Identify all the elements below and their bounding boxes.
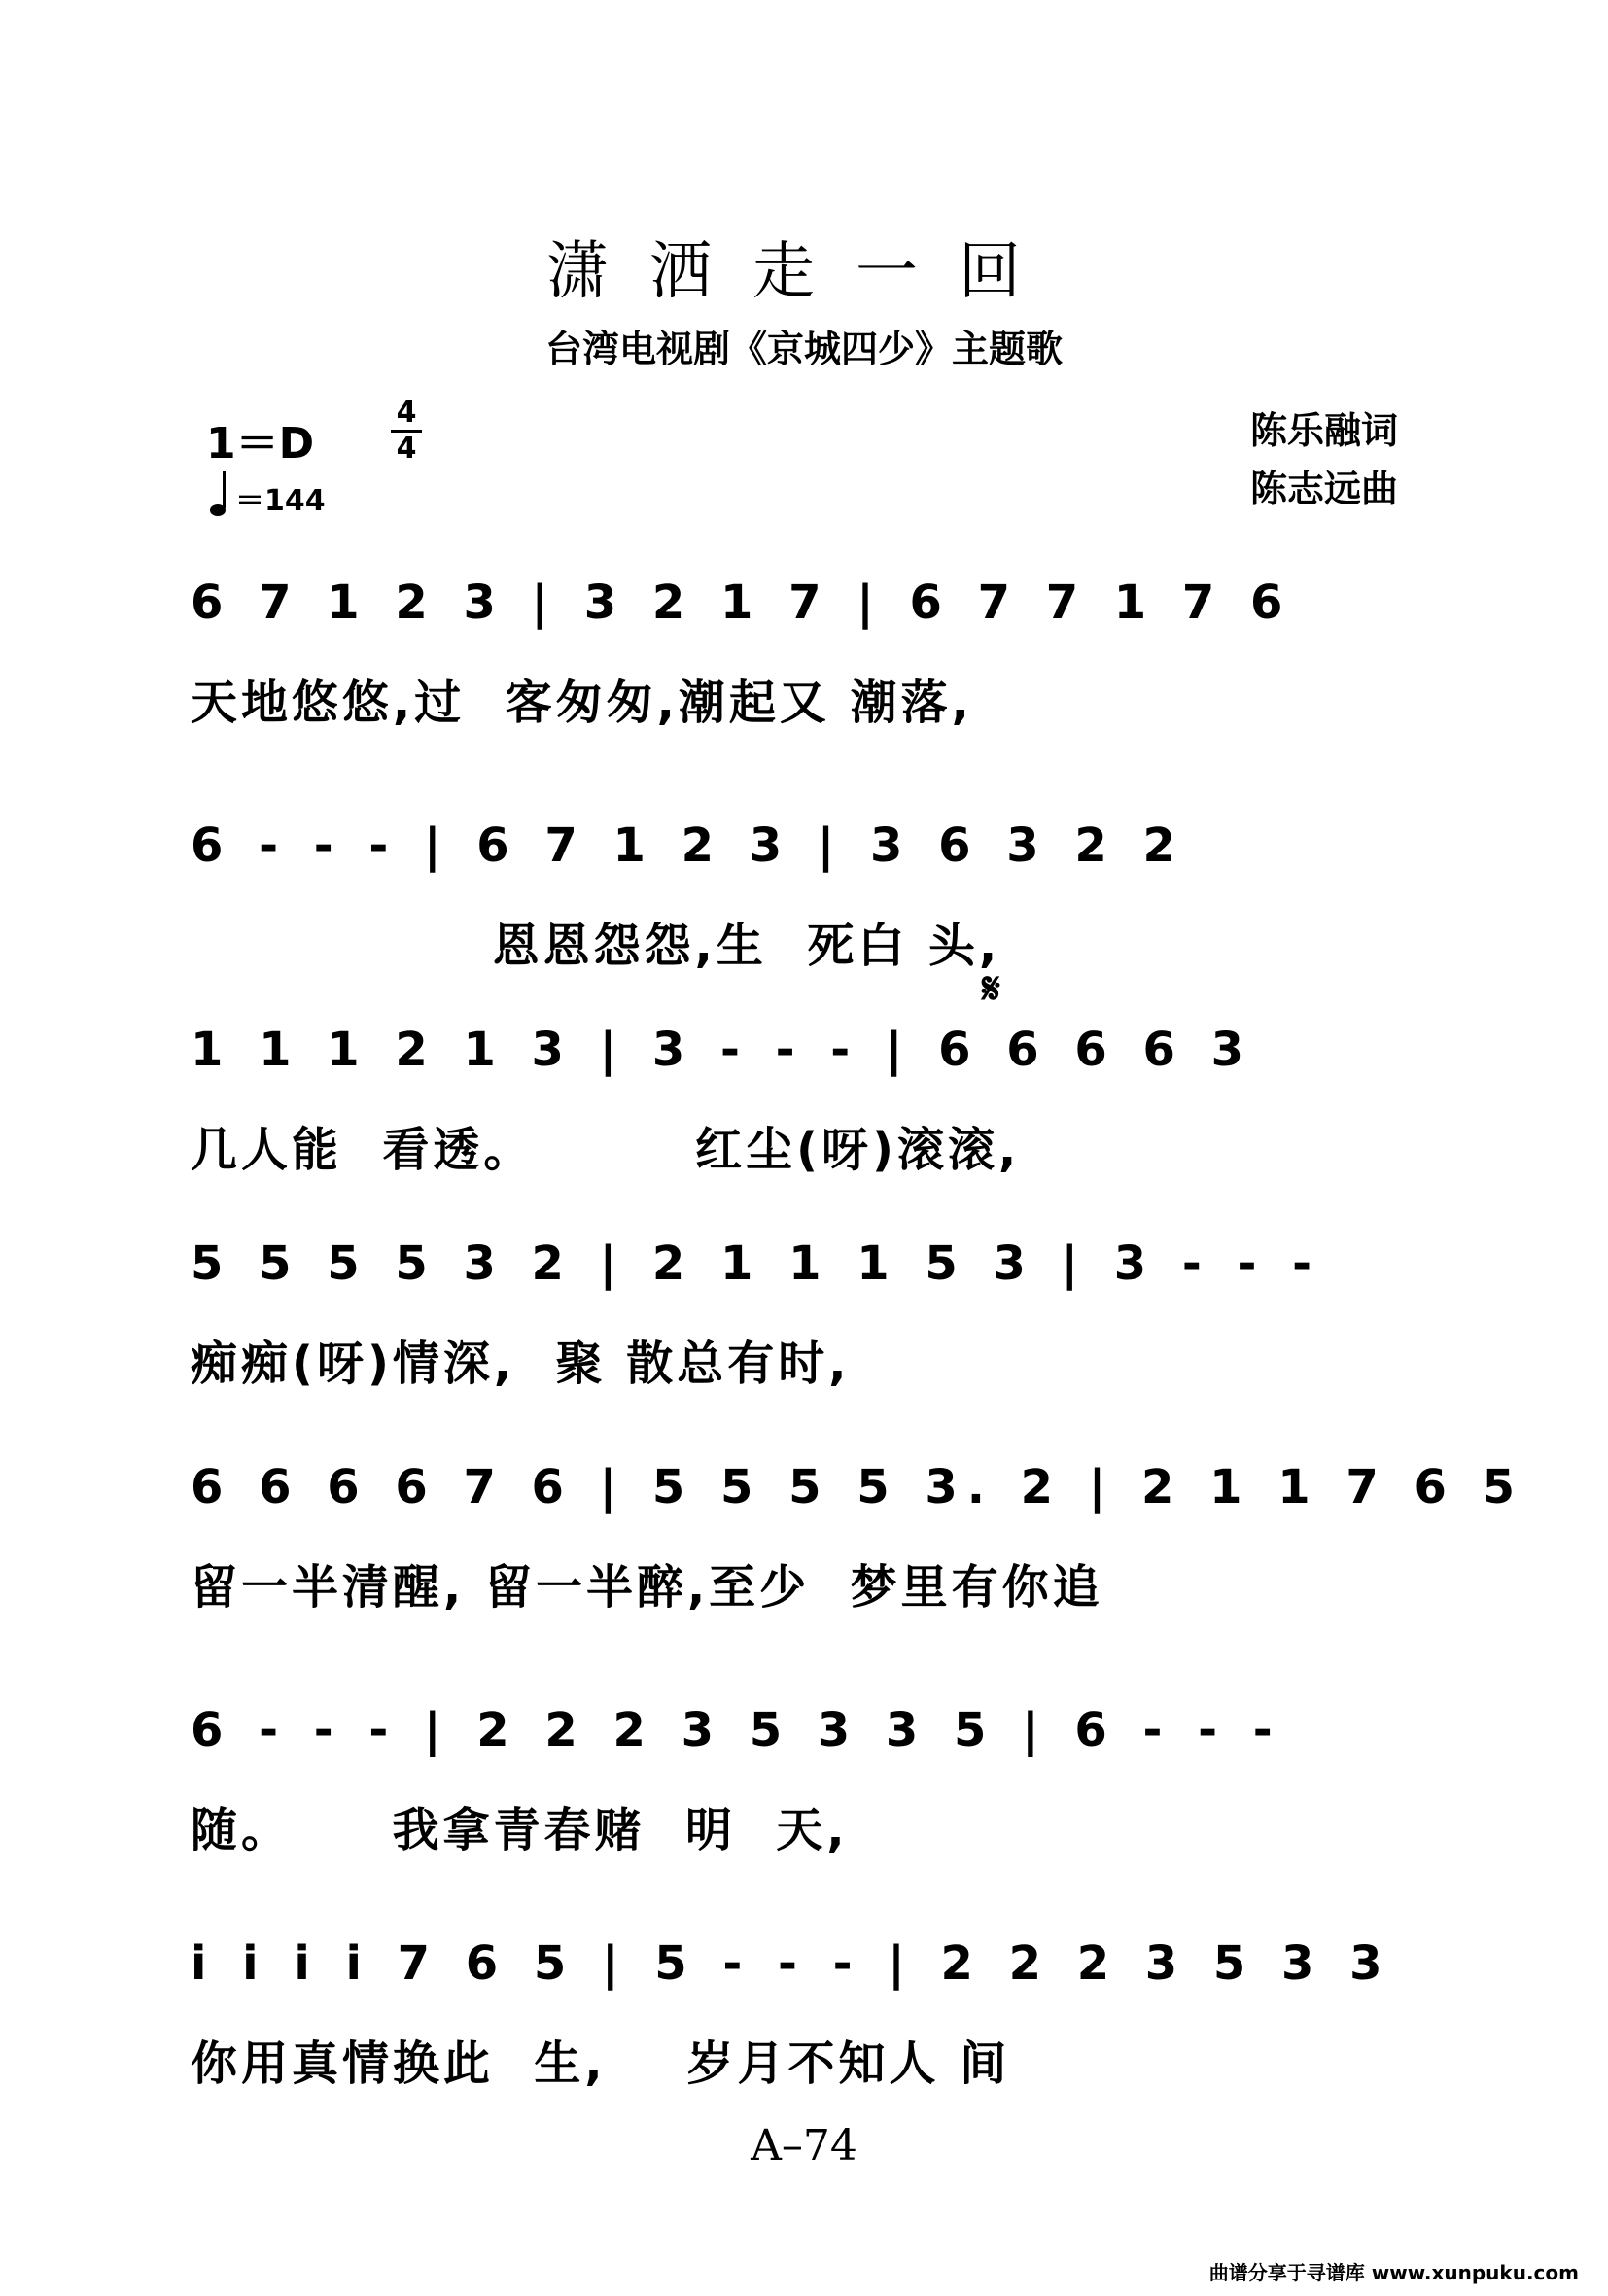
- song-subtitle: 台湾电视剧《京城四少》主题歌: [544, 328, 1063, 370]
- quarter-note-icon: [210, 504, 226, 516]
- notes: 6 - - - | 6 7 1 2 3 | 3 6 3 2 2: [191, 818, 1185, 873]
- time-signature-top: 4: [396, 396, 417, 430]
- composer-credit: 陈志远曲: [1249, 468, 1398, 510]
- footer-credit: 曲谱分享于寻谱库 www.xunpuku.com: [1208, 2261, 1579, 2284]
- notes: i i i i 7 6 5 | 5 - - - | 2 2 2 3 5 3 3: [191, 1936, 1392, 1991]
- staff-line-3: [0, 1023, 1608, 1217]
- lyrics: 几人能 看透。 红尘(呀)滚滚,: [191, 1123, 1021, 1177]
- lyrics: 你用真情换此 生, 岁月不知人 间: [191, 2036, 1011, 2091]
- lyricist-credit: 陈乐融词: [1249, 409, 1398, 452]
- lyrics: 留一半清醒, 留一半醉,至少 梦里有你追: [191, 1560, 1103, 1615]
- staff-line-7: [0, 1936, 1608, 2131]
- notes: 1 1 1 2 1 3 | 3 - - - | 6 6 6 6 3: [191, 1023, 1253, 1077]
- lyrics: 随。 我拿青春赌 明 天,: [191, 1803, 849, 1858]
- staff-line-1: [0, 575, 1608, 770]
- lyrics: 恩恩怨怨,生 死白 头,: [191, 919, 1001, 973]
- time-signature: [389, 397, 424, 466]
- staff-line-6: [0, 1703, 1608, 1897]
- staff-line-4: [0, 1236, 1608, 1431]
- tempo-value: ＝144: [235, 484, 326, 518]
- notes: 6 6 6 6 7 6 | 5 5 5 5 3. 2 | 2 1 1 7 6 5: [191, 1460, 1524, 1514]
- staff-line-2: [0, 818, 1608, 1013]
- notes: 6 7 1 2 3 | 3 2 1 7 | 6 7 7 1 7 6: [191, 575, 1293, 630]
- segno-sign: 𝄋: [982, 964, 1000, 1014]
- key-signature: 1＝D: [206, 419, 315, 469]
- page-number: A–74: [751, 2121, 857, 2171]
- song-title: 潇洒走一回: [546, 236, 1062, 308]
- notes: 6 - - - | 2 2 2 3 5 3 3 5 | 6 - - -: [191, 1703, 1282, 1757]
- notes: 5 5 5 5 3 2 | 2 1 1 1 5 3 | 3 - - -: [191, 1236, 1322, 1291]
- tempo-marking: [210, 476, 326, 519]
- lyrics: 痴痴(呀)情深, 聚 散总有时,: [191, 1337, 851, 1391]
- time-signature-bottom: 4: [396, 432, 417, 466]
- lyrics: 天地悠悠,过 客匆匆,潮起又 潮落,: [191, 676, 973, 730]
- staff-line-5: [0, 1460, 1608, 1654]
